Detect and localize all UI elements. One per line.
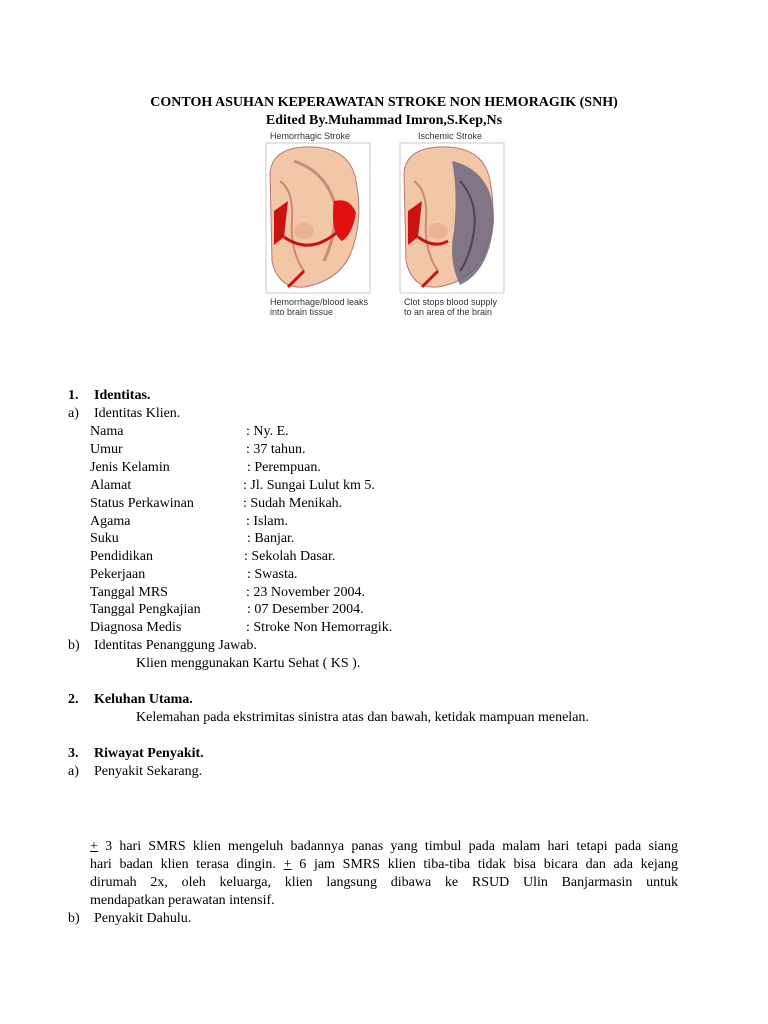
section-3a-label: Penyakit Sekarang.: [94, 764, 203, 779]
identity-label: Umur: [90, 442, 123, 457]
identity-value: : 23 November 2004.: [246, 585, 365, 600]
identity-value: : Jl. Sungai Lulut km 5.: [243, 478, 375, 493]
section-3-heading: Riwayat Penyakit.: [94, 746, 204, 761]
identity-label: Pendidikan: [90, 549, 153, 564]
ischemic-stroke-title: Ischemic Stroke: [418, 131, 483, 141]
brain-illustrations: [264, 141, 506, 301]
identity-value: : Banjar.: [247, 531, 295, 546]
paragraph-line: mendapatkan perawatan intensif.: [90, 893, 275, 908]
section-1b-text: Klien menggunakan Kartu Sehat ( KS ).: [136, 656, 361, 671]
plus-minus-symbol: +: [90, 839, 98, 854]
identity-label: Status Perkawinan: [90, 496, 194, 511]
identity-label: Jenis Kelamin: [90, 460, 170, 475]
identity-value: : 37 tahun.: [246, 442, 306, 457]
section-3-number: 3.: [68, 746, 79, 761]
identity-label: Tanggal MRS: [90, 585, 168, 600]
ischemic-brain-image: [404, 147, 494, 287]
section-3b-label: Penyakit Dahulu.: [94, 911, 192, 926]
ischemic-caption-2: to an area of the brain: [404, 307, 493, 317]
hemorrhagic-caption-1: Hemorrhage/blood leaks: [270, 297, 369, 307]
hemorrhagic-caption-2: into brain tissue: [270, 307, 334, 317]
identity-value: : Swasta.: [247, 567, 298, 582]
document-title: CONTOH ASUHAN KEPERAWATAN STROKE NON HEMORAGIK (SNH): [150, 95, 618, 110]
current-illness-paragraph: [90, 838, 678, 910]
identity-value: : Sekolah Dasar.: [244, 549, 336, 564]
identity-value: : Ny. E.: [246, 424, 289, 439]
identity-label: Nama: [90, 424, 124, 439]
identity-label: Diagnosa Medis: [90, 620, 182, 635]
identity-value: : Perempuan.: [247, 460, 321, 475]
section-1b-label: Identitas Penanggung Jawab.: [94, 638, 257, 653]
section-1-number: 1.: [68, 388, 79, 403]
identity-label: Alamat: [90, 478, 132, 493]
paragraph-line: dirumah 2x, oleh keluarga, klien langsung dibawa ke RSUD Ulin Banjarmasin untuk: [90, 875, 678, 890]
hemorrhagic-stroke-title: Hemorrhagic Stroke: [270, 131, 351, 141]
ischemic-caption-1: Clot stops blood supply: [404, 297, 498, 307]
identity-label: Pekerjaan: [90, 567, 146, 582]
identity-value: : Islam.: [246, 514, 288, 529]
section-2-text: Kelemahan pada ekstrimitas sinistra atas dan bawah, ketidak mampuan menelan.: [136, 710, 589, 725]
identity-value: : Sudah Menikah.: [243, 496, 343, 511]
document-subtitle: Edited By.Muhammad Imron,S.Kep,Ns: [265, 113, 503, 128]
section-1b-marker: b): [68, 638, 80, 653]
section-3a-marker: a): [68, 764, 79, 779]
identity-value: : 07 Desember 2004.: [247, 602, 364, 617]
section-3b-marker: b): [68, 911, 80, 926]
stroke-comparison-figure: [264, 127, 506, 322]
identity-value: : Stroke Non Hemorragik.: [246, 620, 393, 635]
section-2-heading: Keluhan Utama.: [94, 692, 193, 707]
plus-minus-symbol: +: [283, 857, 292, 872]
section-1-heading: Identitas.: [94, 388, 151, 403]
section-1a-label: Identitas Klien.: [94, 406, 181, 421]
identity-label: Agama: [90, 514, 131, 529]
identity-label: Suku: [90, 531, 119, 546]
paragraph-line: + 3 hari SMRS klien mengeluh badannya panas yang timbul pada malam hari tetapi pada siang: [90, 839, 678, 854]
section-2-number: 2.: [68, 692, 79, 707]
identity-label: Tanggal Pengkajian: [90, 602, 201, 617]
paragraph-line: hari badan klien terasa dingin. + 6 jam SMRS klien tiba-tiba tidak bisa bicara dan ada kejang: [90, 857, 678, 872]
section-1a-marker: a): [68, 406, 79, 421]
